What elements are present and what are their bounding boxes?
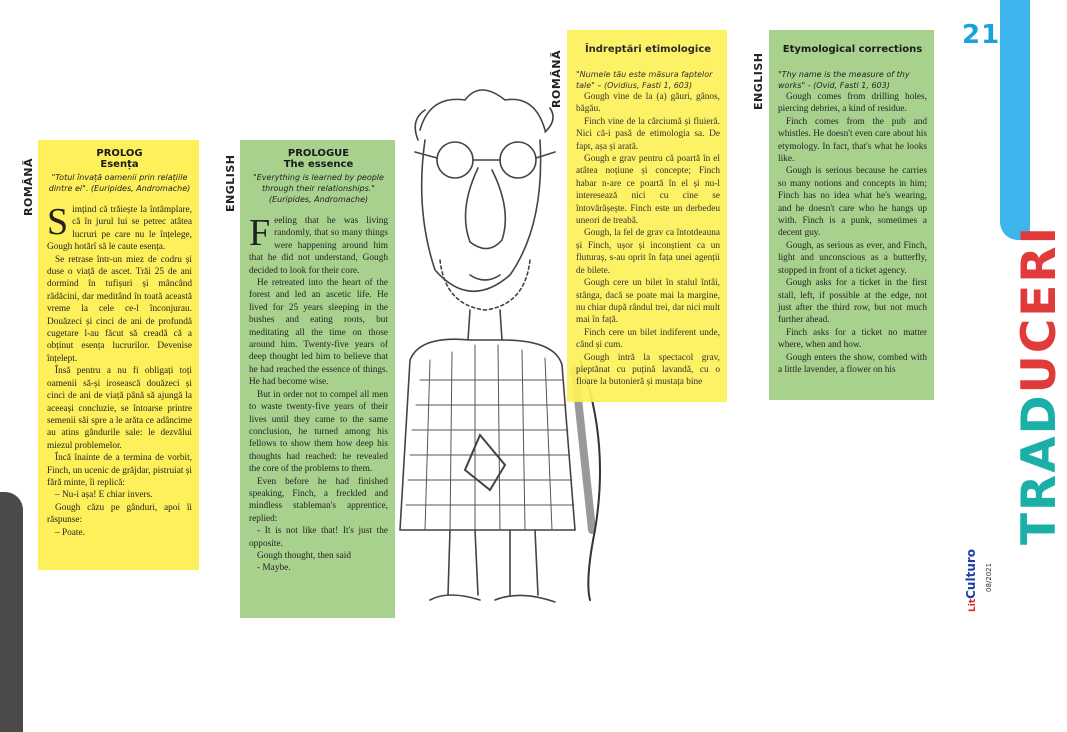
body-paragraph: Gough intră la spectacol grav, pieptănat cu puțină lavandă, cu o floare la butonieră și mustața bine <box>576 352 720 388</box>
body-paragraph: Gough cere un bilet în stalul întâi, stânga, dacă se poate mai la margine, nu chiar după rândul trei, dar nici mult mai în față. <box>576 278 720 326</box>
panel-title: Îndreptări etimologice <box>584 44 712 55</box>
section-title-part1: TRAD <box>1012 393 1067 545</box>
epigraph-quote: "Everything is learned by people through their relationships." (Euripides, Andromache) <box>253 173 384 204</box>
section-title <box>1012 225 1067 545</box>
body-paragraph: Gough vine de la (a) găuri, gânos, băgău. <box>576 92 720 115</box>
body-paragraph: Gough, as serious as ever, and Finch, light and unconscious as a butterfly, stopped in front of a ticket agency. <box>778 240 927 276</box>
lang-label-ro-left: ROMÂNĂ <box>22 158 35 216</box>
grey-side-tab <box>0 492 23 732</box>
body-paragraph: Gough is serious because he carries so many notions and concepts in him; Finch has no idea what he's wearing, and he doesn't care who he hangs up with. Finch is a punk, sometimes a decent guy. <box>778 166 927 239</box>
lang-label-ro-right: ROMÂNĂ <box>550 50 563 108</box>
epigraph-quote: "Totul învață oamenii prin relațiile dintre ei". (Euripides, Andromache) <box>48 173 191 193</box>
body-paragraph: Feeling that he was living randomly, that so many things were happening around him that he did not understand, Gough decided to look for their core. <box>249 212 388 276</box>
panel-etymology-ro <box>567 30 727 402</box>
body-paragraph: Finch cere un bilet indiferent unde, când și cum. <box>576 327 720 351</box>
lang-label-en-left: ENGLISH <box>224 154 237 212</box>
body-paragraph: Finch vine de la cârciumă și fluieră. Nici că-i pasă de etimologia sa. De fapt, așa și arată. <box>576 116 720 152</box>
panel-subtitle: The essence <box>283 159 354 170</box>
body-paragraph: Gough comes from drilling holes, piercing debries, a kind of residue. <box>778 92 927 115</box>
issue-number: 08/2021 <box>985 562 993 592</box>
body-paragraph: Încă înainte de a termina de vorbit, Finch, un ucenic de grăjdar, pistruiat și fără minte, îi replică: <box>47 453 192 488</box>
magazine-logo: LitCulturo <box>964 548 978 612</box>
body-paragraph: – Nu-i așa! E chiar invers. <box>55 490 153 501</box>
body-paragraph: Gough e grav pentru că poartă în el atâtea noțiune și concepte; Finch habar n-are ce poartă în el și nu-l interesează nici cu cine se întovărășește. Finch este un derbedeu uneori de treabă. <box>576 154 720 227</box>
panel-title: Etymological corrections <box>782 44 923 55</box>
body-paragraph: - Maybe. <box>257 563 291 574</box>
body-paragraph: Finch asks for a ticket no matter where, when and how. <box>778 327 927 351</box>
body-paragraph: Se retrase într-un miez de codru și duse o viață de ascet. Trăi 25 de ani dormind în tufișuri și mâncând rădăcini, dar meditând în toată această vreme la cele ce-l înconjurau. Douăzeci și cinci de ani de profundă cugetare l-au făcut să creadă că a obținut esența lucrurilor. Devenise înțelept. <box>47 254 192 364</box>
page-number: 21 <box>962 20 1001 50</box>
body-paragraph: He retreated into the heart of the forest and led an ascetic life. He lived for 25 years sleeping in the bushes and eating roots, but meditating all the time on those around him. Twenty-five years of deep thought led him to believe that he had reached the essence of things. He had become wise. <box>249 278 388 388</box>
drop-cap: S <box>47 201 69 243</box>
body-paragraph: Simțind că trăiește la întâmplare, că în jurul lui se petrec atâtea lucruri pe care nu le înțelege, Gough hotărî să le caute esența. <box>47 201 192 253</box>
body-paragraph: Gough thought, then said <box>257 550 351 561</box>
epigraph-quote: "Numele tău este măsura faptelor tale" – (Ovidius, Fasti 1, 603) <box>576 70 713 90</box>
panel-subtitle: Esența <box>100 159 139 170</box>
body-paragraph: Gough enters the show, combed with a little lavender, a flower on his <box>778 352 927 375</box>
body-paragraph: Gough, la fel de grav ca întotdeauna și Finch, ușor și inconștient ca un fluturaș, s-au oprit în fața unei agenții de bilete. <box>576 228 720 276</box>
panel-etymology-en <box>769 30 934 400</box>
body-paragraph: Even before he had finished speaking, Finch, a freckled and mindless stableman's apprentice, replied: <box>249 476 388 524</box>
epigraph-quote: "Thy name is the measure of thy works" - (Ovid, Fasti 1, 603) <box>778 70 910 90</box>
section-title-part2: UCERI <box>1012 224 1067 394</box>
blue-corner-tab <box>1000 0 1030 240</box>
body-paragraph: - It is not like that! It's just the opposite. <box>249 526 388 549</box>
lang-label-en-right: ENGLISH <box>752 52 765 110</box>
body-paragraph: Gough asks for a ticket in the first stall, left, if possible at the edge, not just after the third row, but not much further ahead. <box>778 278 927 326</box>
body-paragraph: Finch comes from the pub and whistles. He doesn't even care about his etymology. In fact, that's what he looks like. <box>778 116 927 165</box>
drop-cap: F <box>249 212 271 254</box>
panel-title: PROLOG <box>96 148 143 159</box>
panel-title: PROLOGUE <box>287 148 350 159</box>
body-paragraph: Gough căzu pe gânduri, apoi îi răspunse: <box>47 502 192 526</box>
body-paragraph: But in order not to compel all men to waste twenty-five years of their lives until they came to the same conclusion, he turned among his fellows to show them how deep his thoughts had reached: he revealed the core of the problems to them. <box>249 389 388 475</box>
panel-prolog-ro <box>38 140 199 570</box>
panel-prologue-en <box>240 140 395 618</box>
body-paragraph: – Poate. <box>55 527 85 538</box>
body-paragraph: Însă pentru a nu fi obligați toți oamenii să-și irosească douăzeci și cinci de ani de viață până să ajungă la aceeași concluzie, se întoarse printre semenii săi spre a le arăta ce adâncime au atins gândurile sale: le dezvălui miezul problemelor. <box>47 366 192 451</box>
